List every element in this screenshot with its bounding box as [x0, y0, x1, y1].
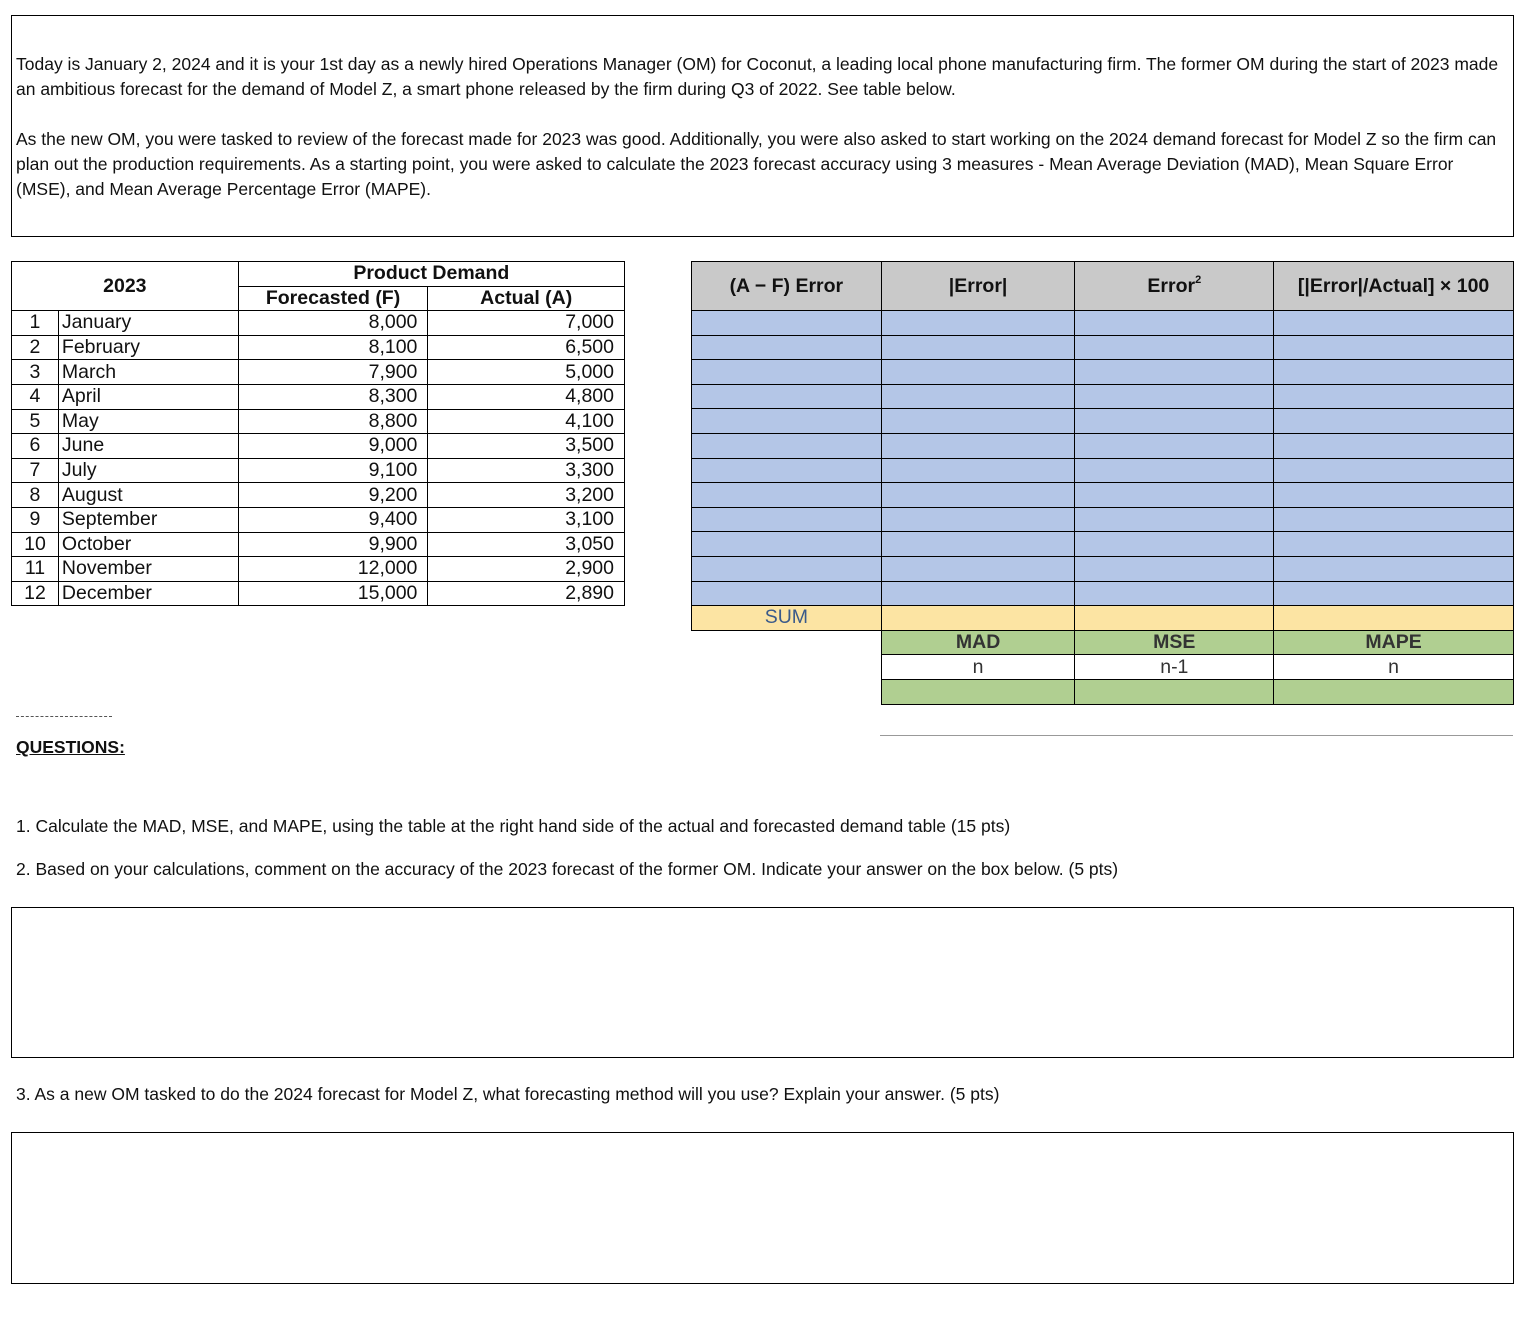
calc-row — [692, 458, 1514, 483]
squared-error-input-cell[interactable] — [1075, 556, 1274, 581]
forecast-value: 8,100 — [238, 335, 428, 360]
mape-divisor: n — [1274, 655, 1514, 680]
squared-error-input-cell[interactable] — [1075, 483, 1274, 508]
forecast-value: 8,300 — [238, 384, 428, 409]
actual-value: 3,300 — [428, 458, 625, 483]
demand-table-body — [12, 311, 625, 606]
sum-row — [692, 606, 1514, 631]
mse-divisor: n-1 — [1075, 655, 1274, 680]
demand-row — [12, 434, 625, 459]
error-input-cell[interactable] — [692, 532, 882, 557]
demand-row — [12, 581, 625, 606]
intro-paragraph-1: Today is January 2, 2024 and it is your 1st day as a newly hired Operations Manager (OM) for Coconut, a leading local phone manufacturing firm. The former OM during the start of 2023 made an ambitious forecast for the demand of Model Z, a smart phone released by the firm during Q3 of 2022. See table below. — [16, 54, 1499, 99]
blank-cell — [692, 679, 882, 704]
abs-error-input-cell[interactable] — [881, 433, 1075, 458]
month-index: 6 — [12, 434, 59, 459]
month-index: 10 — [12, 532, 59, 557]
mad-divisor: n — [881, 655, 1075, 680]
abs-error-header: |Error| — [881, 262, 1075, 311]
calc-row — [692, 360, 1514, 385]
calc-row — [692, 311, 1514, 336]
abs-error-input-cell[interactable] — [881, 581, 1075, 606]
pct-error-input-cell[interactable] — [1274, 360, 1514, 385]
pct-error-input-cell[interactable] — [1274, 483, 1514, 508]
error-input-cell[interactable] — [692, 507, 882, 532]
month-name: April — [58, 384, 238, 409]
month-index: 3 — [12, 360, 59, 385]
month-index: 5 — [12, 409, 59, 434]
actual-value: 3,200 — [428, 483, 625, 508]
pct-error-input-cell[interactable] — [1274, 335, 1514, 360]
abs-error-input-cell[interactable] — [881, 507, 1075, 532]
month-index: 8 — [12, 483, 59, 508]
actual-value: 5,000 — [428, 360, 625, 385]
month-index: 9 — [12, 507, 59, 532]
actual-value: 3,500 — [428, 434, 625, 459]
divisor-row — [692, 655, 1514, 680]
month-index: 4 — [12, 384, 59, 409]
month-index: 7 — [12, 458, 59, 483]
question-1: 1. Calculate the MAD, MSE, and MAPE, using the table at the right hand side of the actual and forecasted demand table (15 pts) — [16, 816, 1011, 836]
actual-header: Actual (A) — [428, 286, 625, 311]
calc-row — [692, 409, 1514, 434]
error-input-cell[interactable] — [692, 384, 882, 409]
month-name: August — [58, 483, 238, 508]
demand-row — [12, 458, 625, 483]
forecast-value: 15,000 — [238, 581, 428, 606]
mad-result-cell[interactable] — [881, 679, 1075, 704]
forecast-value: 9,000 — [238, 434, 428, 459]
squared-error-label: Error — [1147, 274, 1196, 297]
calc-row — [692, 483, 1514, 508]
calc-row — [692, 433, 1514, 458]
actual-value: 7,000 — [428, 311, 625, 336]
abs-error-input-cell[interactable] — [881, 409, 1075, 434]
intro-paragraph-2: As the new OM, you were tasked to review of the forecast made for 2023 was good. Additionally, you were also asked to start working on the 2024 demand forecast for Model Z so the firm can plan out the production requirements. As a starting point, you were asked to calculate the 2023 forecast accuracy using 3 measures - Mean Average Deviation (MAD), Mean Square Error (MSE), and Mean Average Percentage Error (MAPE). — [16, 129, 1497, 199]
answer-box-2[interactable] — [11, 907, 1514, 1058]
month-index: 12 — [12, 581, 59, 606]
squared-error-header — [1075, 262, 1274, 311]
squared-error-input-cell[interactable] — [1075, 458, 1274, 483]
error-input-cell[interactable] — [692, 311, 882, 336]
squared-error-input-cell[interactable] — [1075, 335, 1274, 360]
forecast-value: 9,200 — [238, 483, 428, 508]
month-name: December — [58, 581, 238, 606]
pct-error-input-cell[interactable] — [1274, 433, 1514, 458]
blank-cell — [692, 630, 882, 655]
divider-line — [880, 735, 1513, 736]
month-index: 1 — [12, 311, 59, 336]
pct-error-input-cell[interactable] — [1274, 384, 1514, 409]
calc-table-body — [692, 262, 1514, 705]
demand-row — [12, 360, 625, 385]
demand-row — [12, 311, 625, 336]
pct-error-header: [|Error|/Actual] × 100 — [1274, 262, 1514, 311]
abs-error-input-cell[interactable] — [881, 335, 1075, 360]
abs-error-input-cell[interactable] — [881, 360, 1075, 385]
actual-value: 3,050 — [428, 532, 625, 557]
abs-error-input-cell[interactable] — [881, 458, 1075, 483]
error-input-cell[interactable] — [692, 335, 882, 360]
actual-value: 6,500 — [428, 335, 625, 360]
calc-row — [692, 532, 1514, 557]
month-name: July — [58, 458, 238, 483]
pct-error-input-cell[interactable] — [1274, 581, 1514, 606]
year-header: 2023 — [12, 262, 239, 311]
forecast-value: 7,900 — [238, 360, 428, 385]
month-name: October — [58, 532, 238, 557]
pct-error-input-cell[interactable] — [1274, 532, 1514, 557]
actual-value: 2,890 — [428, 581, 625, 606]
blank-cell — [692, 655, 882, 680]
demand-row — [12, 384, 625, 409]
actual-value: 4,100 — [428, 409, 625, 434]
abs-error-input-cell[interactable] — [881, 532, 1075, 557]
error-input-cell[interactable] — [692, 581, 882, 606]
sum-pct-error-cell[interactable] — [1274, 606, 1514, 631]
mape-result-cell[interactable] — [1274, 679, 1514, 704]
error-input-cell[interactable] — [692, 483, 882, 508]
pct-error-input-cell[interactable] — [1274, 507, 1514, 532]
month-index: 11 — [12, 557, 59, 582]
error-input-cell[interactable] — [692, 409, 882, 434]
abs-error-input-cell[interactable] — [881, 556, 1075, 581]
demand-table — [11, 261, 625, 606]
squared-error-input-cell[interactable] — [1075, 433, 1274, 458]
question-3: 3. As a new OM tasked to do the 2024 forecast for Model Z, what forecasting method will you use? Explain your answer. (5 pts) — [16, 1084, 1000, 1104]
question-2: 2. Based on your calculations, comment on the accuracy of the 2023 forecast of the former OM. Indicate your answer on the box below. (5 pts) — [16, 859, 1119, 879]
forecast-value: 9,900 — [238, 532, 428, 557]
abs-error-input-cell[interactable] — [881, 483, 1075, 508]
calc-row — [692, 507, 1514, 532]
pct-error-input-cell[interactable] — [1274, 458, 1514, 483]
result-row — [692, 679, 1514, 704]
squared-error-input-cell[interactable] — [1075, 311, 1274, 336]
error-input-cell[interactable] — [692, 433, 882, 458]
calc-row — [692, 335, 1514, 360]
demand-row — [12, 507, 625, 532]
calc-row — [692, 581, 1514, 606]
calc-table — [691, 261, 1514, 705]
cut-off-heading-line — [16, 716, 112, 717]
month-name: January — [58, 311, 238, 336]
demand-row — [12, 532, 625, 557]
demand-row — [12, 557, 625, 582]
error-input-cell[interactable] — [692, 556, 882, 581]
squared-error-input-cell[interactable] — [1075, 409, 1274, 434]
month-name: September — [58, 507, 238, 532]
forecast-value: 8,800 — [238, 409, 428, 434]
product-demand-header: Product Demand — [238, 262, 624, 287]
squared-superscript: 2 — [1195, 273, 1202, 286]
pct-error-input-cell[interactable] — [1274, 409, 1514, 434]
pct-error-input-cell[interactable] — [1274, 556, 1514, 581]
squared-error-input-cell[interactable] — [1075, 581, 1274, 606]
mape-label: MAPE — [1274, 630, 1514, 655]
forecast-value: 12,000 — [238, 557, 428, 582]
forecast-header: Forecasted (F) — [238, 286, 428, 311]
month-name: March — [58, 360, 238, 385]
error-input-cell[interactable] — [692, 360, 882, 385]
squared-error-input-cell[interactable] — [1075, 507, 1274, 532]
intro-box — [11, 15, 1514, 237]
demand-row — [12, 335, 625, 360]
sum-squared-error-cell[interactable] — [1075, 606, 1274, 631]
sum-label: SUM — [692, 606, 882, 631]
mse-label: MSE — [1075, 630, 1274, 655]
pct-error-input-cell[interactable] — [1274, 311, 1514, 336]
measure-label-row — [692, 630, 1514, 655]
actual-value: 2,900 — [428, 557, 625, 582]
forecast-value: 9,100 — [238, 458, 428, 483]
actual-value: 4,800 — [428, 384, 625, 409]
mad-label: MAD — [881, 630, 1075, 655]
sum-abs-error-cell[interactable] — [881, 606, 1075, 631]
demand-row — [12, 409, 625, 434]
month-index: 2 — [12, 335, 59, 360]
mse-result-cell[interactable] — [1075, 679, 1274, 704]
squared-error-input-cell[interactable] — [1075, 532, 1274, 557]
forecast-value: 9,400 — [238, 507, 428, 532]
month-name: May — [58, 409, 238, 434]
squared-error-input-cell[interactable] — [1075, 384, 1274, 409]
demand-row — [12, 483, 625, 508]
actual-value: 3,100 — [428, 507, 625, 532]
abs-error-input-cell[interactable] — [881, 311, 1075, 336]
month-name: November — [58, 557, 238, 582]
error-input-cell[interactable] — [692, 458, 882, 483]
month-name: June — [58, 434, 238, 459]
error-header: (A − F) Error — [692, 262, 882, 311]
calc-row — [692, 384, 1514, 409]
questions-heading: QUESTIONS: — [16, 737, 125, 757]
answer-box-3[interactable] — [11, 1132, 1514, 1284]
squared-error-input-cell[interactable] — [1075, 360, 1274, 385]
forecast-value: 8,000 — [238, 311, 428, 336]
abs-error-input-cell[interactable] — [881, 384, 1075, 409]
calc-row — [692, 556, 1514, 581]
month-name: February — [58, 335, 238, 360]
